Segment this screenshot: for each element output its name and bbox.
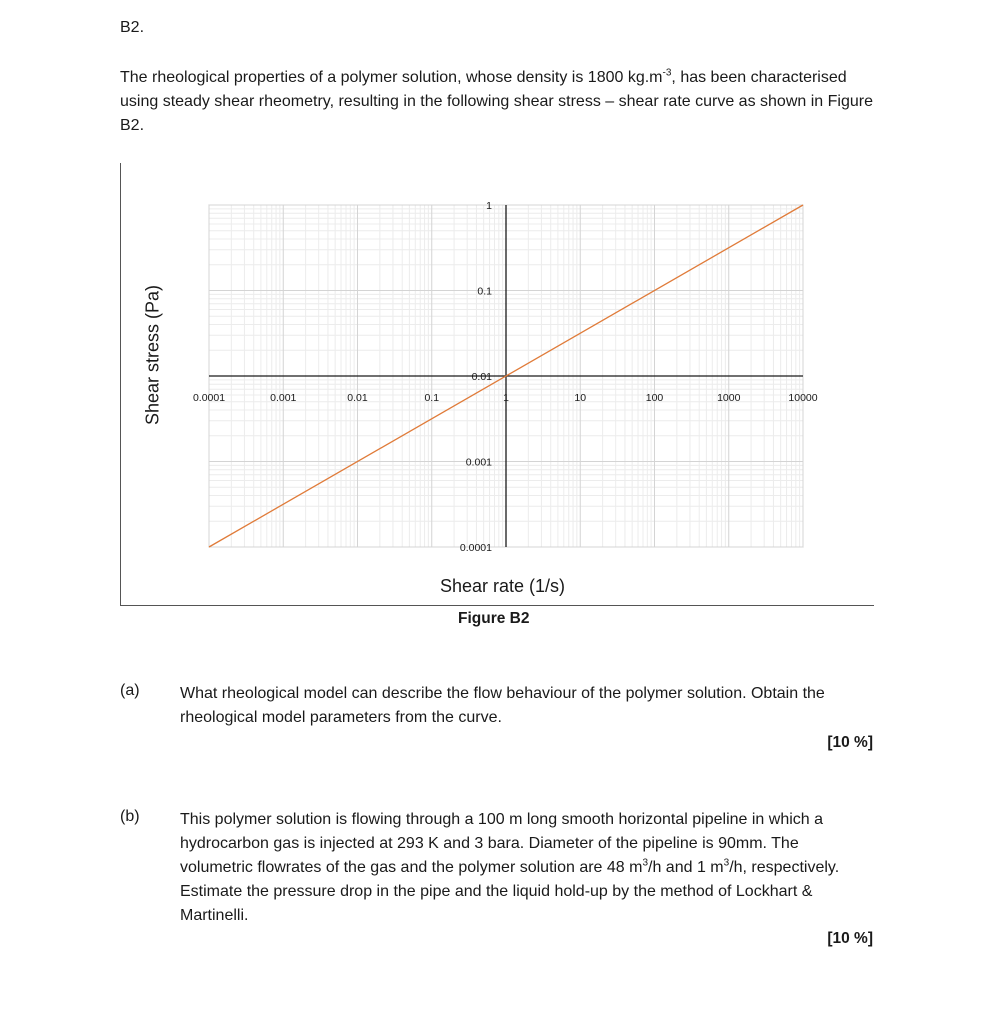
y-tick-label: 0.1 xyxy=(477,285,492,298)
y-tick-label: 0.0001 xyxy=(459,542,492,554)
part-b-text-3: /h, respectively. Estimate the pressure drop in the pipe and the liquid hold-up by the method of Lockhart & Martinelli. xyxy=(180,859,840,924)
intro-text-1: The rheological properties of a polymer solution, whose density is 1800 kg.m xyxy=(120,69,663,86)
x-tick-label: 1000 xyxy=(717,392,741,404)
x-tick-label: 0.01 xyxy=(347,392,368,404)
part-b-text-1: This polymer solution is flowing through a 100 m long smooth horizontal pipeline in which a hydrocarbon gas is injected at 293 K and 3 bara. Diameter of the pipeline is 90mm. The volumetric flowrates of the gas and the polymer solution are 48 m xyxy=(180,811,824,876)
y-tick-label: 1 xyxy=(486,200,492,212)
y-tick-label: 0.01 xyxy=(471,371,492,383)
x-tick-label: 1 xyxy=(503,392,509,404)
y-tick-label: 0.001 xyxy=(465,456,492,469)
part-a-text: What rheological model can describe the flow behaviour of the polymer solution. Obtain the rheological model parameters from the curve. xyxy=(180,685,825,726)
part-b-gas-flow-exponent: 3 xyxy=(642,857,649,869)
part-b-label: (b) xyxy=(120,808,140,825)
part-b-text-2: /h and 1 m xyxy=(648,859,724,876)
x-tick-label: 0.001 xyxy=(270,392,297,404)
part-b-liquid-flow-exponent: 3 xyxy=(723,857,730,869)
part-b-marks: [10 %] xyxy=(827,930,873,947)
part-a-marks: [10 %] xyxy=(827,734,873,751)
x-tick-label: 10 xyxy=(574,392,587,404)
x-tick-label: 0.1 xyxy=(424,392,440,404)
part-b-text xyxy=(180,808,860,928)
intro-density-exponent: -3 xyxy=(662,67,672,79)
x-tick-label: 10000 xyxy=(788,392,818,404)
question-number: B2. xyxy=(120,19,145,36)
x-tick-label: 100 xyxy=(645,392,664,404)
intro-text-2: , has been characterised using steady shear rheometry, resulting in the following shear stress – shear rate curve as shown in Figure B2. xyxy=(120,69,873,134)
part-a-label: (a) xyxy=(120,682,140,699)
chart-y-axis-label: Shear stress (Pa) xyxy=(142,284,163,426)
chart-x-axis-label: Shear rate (1/s) xyxy=(440,576,566,596)
figure-caption: Figure B2 xyxy=(458,610,530,627)
x-tick-label: 0.0001 xyxy=(192,392,226,404)
